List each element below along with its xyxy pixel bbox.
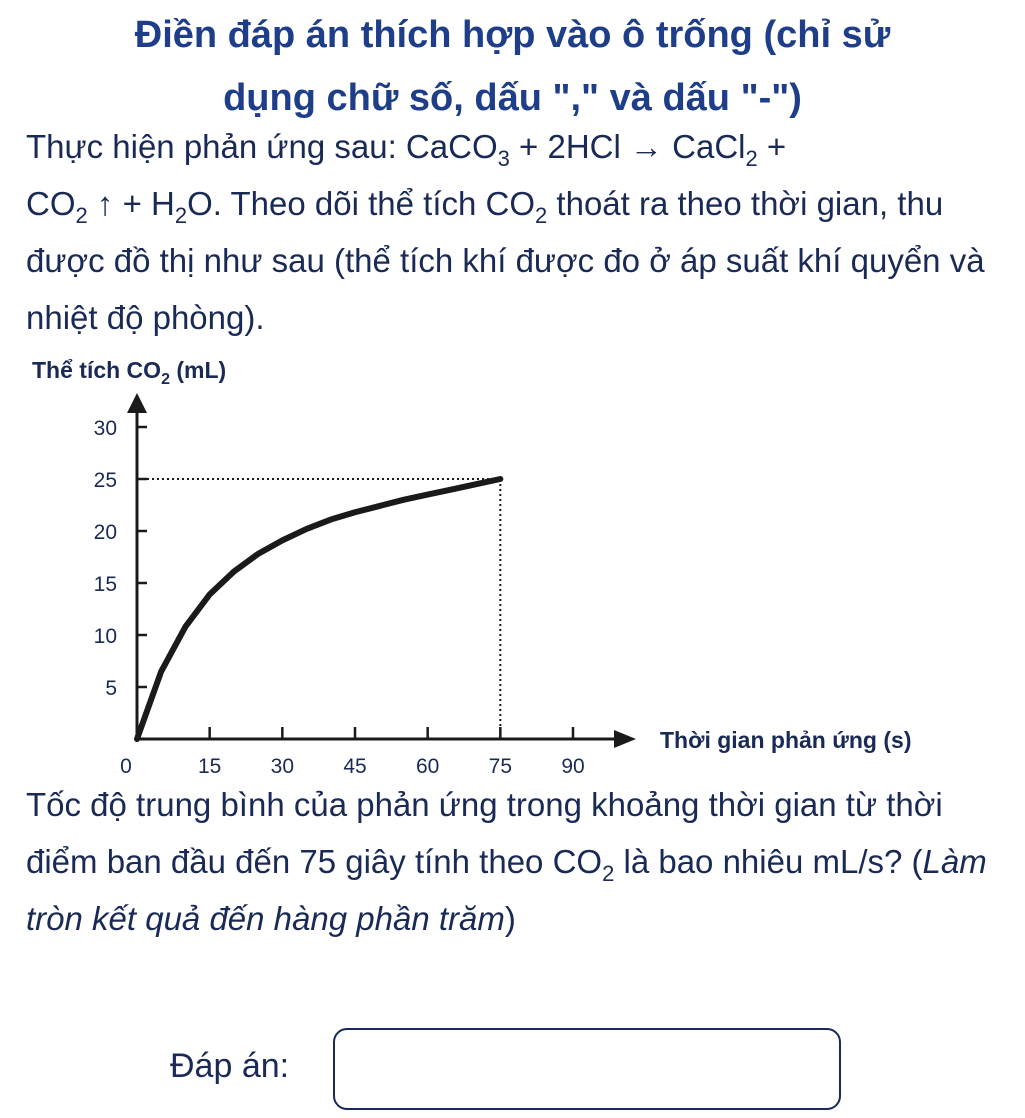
x-tick-label: 15 (197, 755, 222, 778)
question-sub: 2 (602, 861, 615, 886)
eq-sub-cacl2: 2 (745, 146, 758, 171)
answer-input[interactable] (333, 1028, 841, 1110)
eq-hcl: + 2HCl → CaCl (509, 128, 746, 165)
x-tick-label: 60 (415, 755, 440, 778)
eq-o-text: O. Theo dõi thể tích CO (187, 185, 536, 222)
y-tick-label: 30 (93, 417, 117, 440)
question-prefix: Tốc độ trung bình của phản ứng trong khoảng thời gian từ thời điểm ban đầu đến 75 giây tính theo CO (26, 786, 943, 880)
x-axis-arrow (614, 730, 636, 748)
question-text (26, 776, 1001, 947)
chart-ylabel (32, 357, 226, 388)
chart-xlabel: Thời gian phản ứng (s) (660, 727, 912, 753)
x-tick-label: 0 (120, 755, 132, 778)
eq-sub-co2: 2 (75, 203, 88, 228)
intro-rest: thoát ra theo thời gian, thu được đồ thị như sau (thể tích khí được đo ở áp suất khí quyển và nhiệt độ phòng). (26, 185, 985, 336)
ylabel-prefix: Thể tích CO (32, 357, 162, 383)
eq-plus: + (757, 128, 787, 165)
co2-volume-chart (0, 345, 1025, 780)
ylabel-sub: 2 (161, 371, 170, 388)
question-end: ) (504, 900, 516, 937)
x-tick-label: 45 (343, 755, 367, 778)
y-axis-arrow (127, 393, 147, 413)
eq-caco3: CaCO (405, 128, 498, 165)
ylabel-suffix: (mL) (169, 357, 227, 383)
y-tick-label: 25 (93, 469, 117, 492)
eq-co2: CO (26, 185, 76, 222)
instruction-title-line2: dụng chữ số, dấu "," và dấu "-") (223, 77, 802, 119)
intro-prefix: Thực hiện phản ứng sau: (26, 128, 406, 165)
reaction-description (26, 118, 1001, 346)
answer-label: Đáp án: (170, 1047, 290, 1085)
x-tick-label: 90 (561, 755, 585, 778)
y-tick-label: 15 (93, 573, 117, 596)
rounding-hint: Làm tròn kết quả đến hàng phần trăm (26, 843, 987, 937)
y-tick-label: 20 (93, 521, 117, 544)
y-tick-label: 10 (93, 625, 117, 648)
x-tick-label: 30 (270, 755, 295, 778)
data-curve (137, 479, 500, 739)
x-tick-label: 75 (488, 755, 513, 778)
eq-sub-h2o: 2 (174, 203, 188, 228)
eq-arrow-h: ↑ + H (87, 185, 175, 222)
y-tick-label: 5 (105, 677, 117, 700)
instruction-title (0, 4, 1025, 130)
instruction-title-line1: Điền đáp án thích hợp vào ô trống (chỉ sử (134, 14, 891, 56)
question-mid: là bao nhiêu mL/s? ( (614, 843, 923, 880)
eq-sub-3: 3 (497, 146, 510, 171)
eq-sub-co2-volume: 2 (535, 203, 548, 228)
